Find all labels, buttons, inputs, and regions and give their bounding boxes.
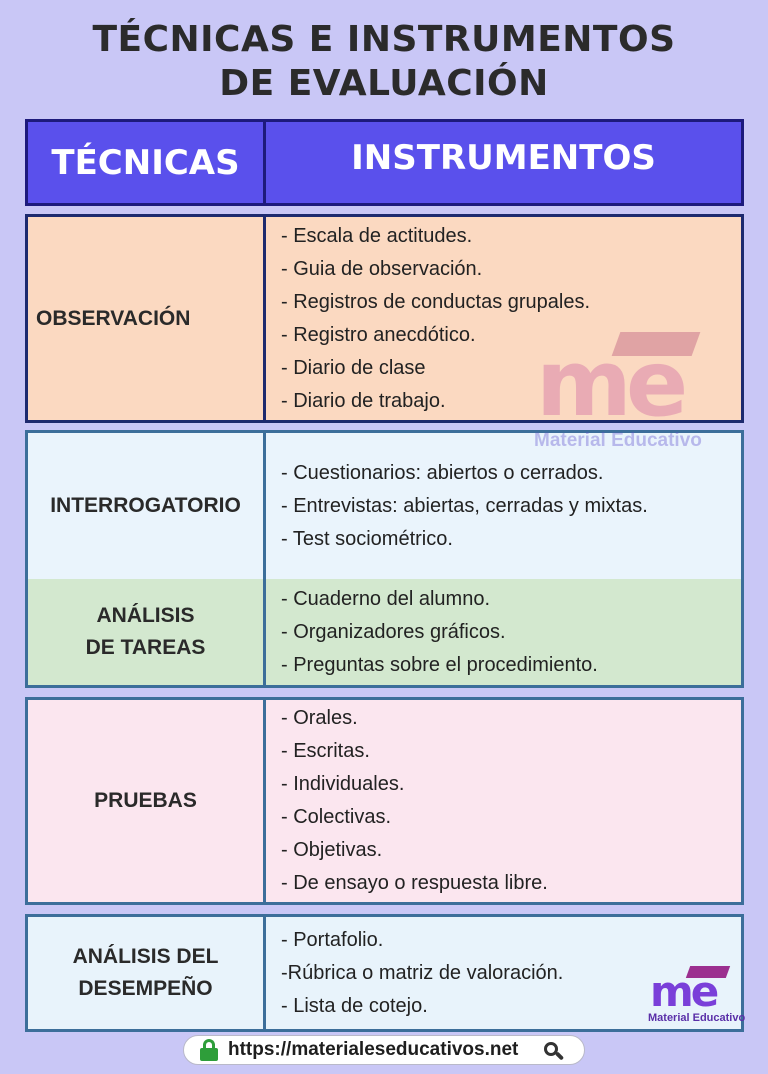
title-line-1: TÉCNICAS E INSTRUMENTOS [92, 19, 676, 60]
list-item: - Diario de clase [281, 356, 426, 379]
list-item: - Diario de trabajo. [281, 389, 446, 412]
title-line-2: DE EVALUACIÓN [219, 63, 549, 104]
technique-cell [28, 217, 266, 420]
technique-label: INTERROGATORIO [50, 494, 241, 517]
table-header [25, 119, 744, 206]
list-item: - Entrevistas: abiertas, cerradas y mixtas. [281, 494, 648, 517]
page-title [0, 18, 768, 106]
table-row [28, 700, 741, 902]
list-item: - Organizadores gráficos. [281, 620, 506, 643]
lock-icon [200, 1039, 218, 1061]
brand-logo [648, 966, 746, 1028]
list-item: - Orales. [281, 707, 358, 729]
list-item: - Escala de actitudes. [281, 224, 473, 247]
list-item: - Registros de conductas grupales. [281, 290, 591, 313]
search-icon[interactable] [544, 1042, 564, 1062]
section-interrogatorio-analisis [25, 430, 744, 688]
watermark-text: Material Educativo [534, 430, 702, 451]
header-instruments: INSTRUMENTOS [351, 137, 656, 178]
technique-label-line-2: DESEMPEÑO [78, 977, 213, 1000]
list-item: - Cuaderno del alumno. [281, 587, 491, 610]
url-bar[interactable] [183, 1035, 585, 1065]
technique-cell [28, 917, 266, 1029]
url-text[interactable]: https://materialeseducativos.net [228, 1039, 519, 1060]
technique-cell [28, 579, 266, 685]
list-item: - Registro anecdótico. [281, 323, 476, 346]
watermark-mark: me [536, 330, 683, 437]
instruments-cell [266, 700, 741, 902]
list-item: - Cuestionarios: abiertos o cerrados. [281, 461, 604, 484]
section-desempeno [25, 914, 744, 1032]
technique-label: PRUEBAS [94, 789, 197, 812]
instruments-cell [266, 579, 741, 685]
list-item: - Guia de observación. [281, 257, 483, 280]
logo-mark: me [650, 967, 717, 1016]
list-item: - Test sociométrico. [281, 527, 453, 550]
technique-cell [28, 433, 266, 579]
list-item: - Colectivas. [281, 806, 392, 828]
logo-text: Material Educativo [648, 1012, 746, 1024]
list-item: -Rúbrica o matriz de valoración. [281, 961, 564, 984]
technique-label-line-2: DE TAREAS [85, 636, 206, 659]
header-techniques: TÉCNICAS [28, 122, 266, 203]
list-item: - Objetivas. [281, 839, 383, 861]
list-item: - Portafolio. [281, 928, 384, 951]
list-item: - De ensayo o respuesta libre. [281, 872, 548, 894]
list-item: - Preguntas sobre el procedimiento. [281, 653, 598, 676]
section-pruebas [25, 697, 744, 905]
watermark-logo [534, 330, 716, 458]
list-item: - Escritas. [281, 740, 370, 762]
list-item: - Individuales. [281, 773, 405, 795]
list-item: - Lista de cotejo. [281, 994, 428, 1017]
technique-cell [28, 700, 266, 902]
table-row [28, 917, 741, 1029]
table-row [28, 579, 741, 685]
technique-label: OBSERVACIÓN [36, 306, 191, 330]
technique-label-line-1: ANÁLISIS DEL [72, 945, 219, 968]
technique-label-line-1: ANÁLISIS [96, 604, 195, 627]
